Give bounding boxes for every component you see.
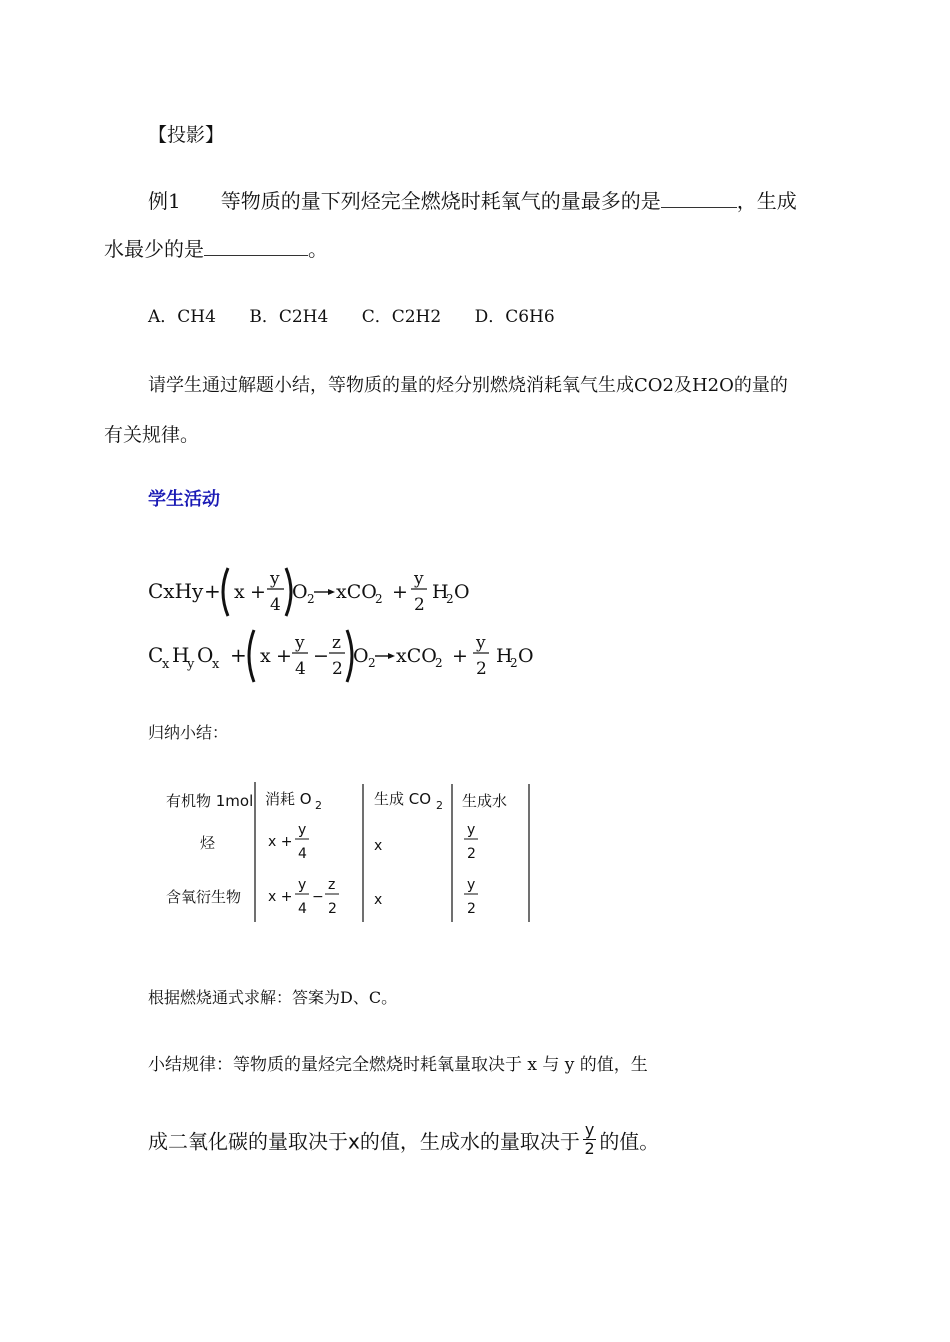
eq1-y2: y: [414, 569, 424, 589]
eq1-co2-sub: 2: [375, 592, 383, 606]
table-row1-o2-4: 4: [298, 846, 307, 862]
eq1-reactant: CxHy: [148, 579, 204, 603]
table-row2-o2-4: 4: [298, 901, 307, 917]
instruction-line2: 有关规律。: [104, 424, 200, 446]
eq2-y-sub: y: [187, 657, 195, 672]
eq2-plus3: +: [452, 645, 468, 667]
eq1-h-sub: 2: [446, 592, 454, 606]
table-header-o2-sub: 2: [315, 799, 322, 812]
table-header-o2: 消耗 O: [265, 790, 312, 808]
example-label: 例1: [148, 189, 181, 213]
eq1-arrow-head: [328, 589, 335, 595]
summary-label: 归纳小结：: [148, 723, 229, 742]
eq2-h: H: [172, 643, 190, 667]
option-a: A．CH4: [148, 307, 216, 327]
eq1-x: x: [234, 581, 245, 603]
eq2-h2-sub: 2: [510, 656, 518, 670]
eq2-o2-sub: 2: [368, 656, 376, 670]
rule-fraction-y: y: [584, 1120, 595, 1139]
table-row2-co2: x: [374, 892, 383, 908]
table-row2-o2-2: 2: [328, 901, 337, 917]
eq2-minus: −: [313, 645, 329, 667]
eq2-two: 2: [332, 659, 343, 679]
eq1-plus3: +: [392, 581, 408, 603]
eq2-o2: O: [353, 645, 369, 667]
eq1-plus2: +: [250, 581, 266, 603]
eq2-z: z: [332, 633, 341, 653]
eq2-four: 4: [295, 659, 306, 679]
example-text-a: 等物质的量下列烃完全燃烧时耗氧气的量最多的是: [220, 189, 661, 213]
heading-projection: 【投影】: [148, 124, 225, 146]
eq2-right-paren: [347, 630, 352, 682]
example-1-line1: [148, 185, 797, 214]
rule-line2: [148, 1120, 660, 1161]
rule-line2-b: 的值。: [599, 1129, 660, 1154]
option-b: B．C2H4: [249, 307, 329, 327]
rule-fraction-2: 2: [584, 1138, 595, 1158]
eq1-two: 2: [414, 595, 425, 615]
eq1-co2: xCO: [336, 581, 377, 603]
rule-fraction: [583, 1121, 596, 1157]
eq2-co2: xCO: [396, 645, 437, 667]
answer-blank-1: [661, 187, 737, 208]
eq1-h: H: [432, 581, 449, 603]
eq2-h2: H: [496, 645, 513, 667]
combustion-equation-oxygenated: [146, 624, 546, 686]
eq2-c: C: [148, 643, 164, 667]
table-row2-name: 含氧衍生物: [166, 888, 242, 906]
table-header-co2-sub: 2: [436, 799, 443, 812]
example-1-line2: [104, 233, 328, 262]
option-d: D．C6H6: [474, 307, 555, 327]
eq1-left-paren: [223, 568, 228, 616]
eq1-four: 4: [270, 595, 281, 615]
table-row1-o2-x: x +: [268, 834, 293, 850]
rule-line2-a: 成二氧化碳的量取决于x的值，生成水的量取决于: [148, 1129, 580, 1154]
combustion-equation-hydrocarbon: [146, 560, 486, 620]
eq1-right-paren: [286, 568, 291, 616]
table-header-co2: 生成 CO: [374, 790, 432, 808]
instruction-line1: 请学生通过解题小结，等物质的量的烃分别燃烧消耗氧气生成CO2及H2O的量的: [148, 375, 788, 396]
table-row2-h2o-2: 2: [467, 901, 476, 917]
table-row2-h2o-y: y: [467, 877, 476, 893]
eq1-o: O: [292, 581, 308, 603]
eq2-water-o: O: [518, 645, 534, 667]
eq2-o: O: [197, 643, 214, 667]
summary-table: [160, 780, 540, 925]
table-header-water: 生成水: [462, 792, 508, 810]
eq1-y: y: [270, 569, 280, 589]
eq1-water-o: O: [454, 581, 470, 603]
table-header-compound: 有机物 1mol: [166, 792, 254, 810]
answer-blank-2: [204, 235, 308, 256]
table-row2-o2-z: z: [328, 877, 336, 893]
eq2-y2: y: [476, 633, 486, 653]
table-row2-o2-x: x +: [268, 889, 293, 905]
eq2-co2-sub: 2: [435, 656, 443, 670]
answer-options: [148, 302, 583, 327]
table-row1-o2-y: y: [298, 822, 307, 838]
table-row2-o2-minus: −: [312, 889, 324, 905]
eq1-o-sub: 2: [307, 592, 315, 606]
rule-line1: 小结规律：等物质的量烃完全燃烧时耗氧量取决于 x 与 y 的值，生: [148, 1055, 648, 1075]
example-text-d: 。: [308, 237, 328, 261]
eq2-x: x: [260, 645, 271, 667]
eq2-arrow-head: [388, 653, 395, 659]
example-text-b: ，生成: [736, 189, 797, 213]
eq2-o-x-sub: x: [212, 657, 220, 672]
table-row2-o2-y: y: [298, 877, 307, 893]
table-row1-h2o-2: 2: [467, 846, 476, 862]
eq2-plus2: +: [276, 645, 292, 667]
eq2-y: y: [295, 633, 305, 653]
option-c: C．C2H2: [361, 307, 442, 327]
answer-line: 根据燃烧通式求解：答案为D、C。: [148, 988, 398, 1007]
table-row1-name: 烃: [200, 834, 216, 852]
eq2-plus1: +: [230, 643, 247, 667]
eq1-plus1: +: [204, 579, 221, 603]
table-row1-h2o-y: y: [467, 822, 476, 838]
table-row1-co2: x: [374, 838, 383, 854]
activity-heading: 学生活动: [148, 489, 220, 510]
eq2-two2: 2: [476, 659, 487, 679]
eq2-x-sub: x: [162, 657, 170, 672]
example-text-c: 水最少的是: [104, 237, 204, 261]
eq2-left-paren: [249, 630, 254, 682]
